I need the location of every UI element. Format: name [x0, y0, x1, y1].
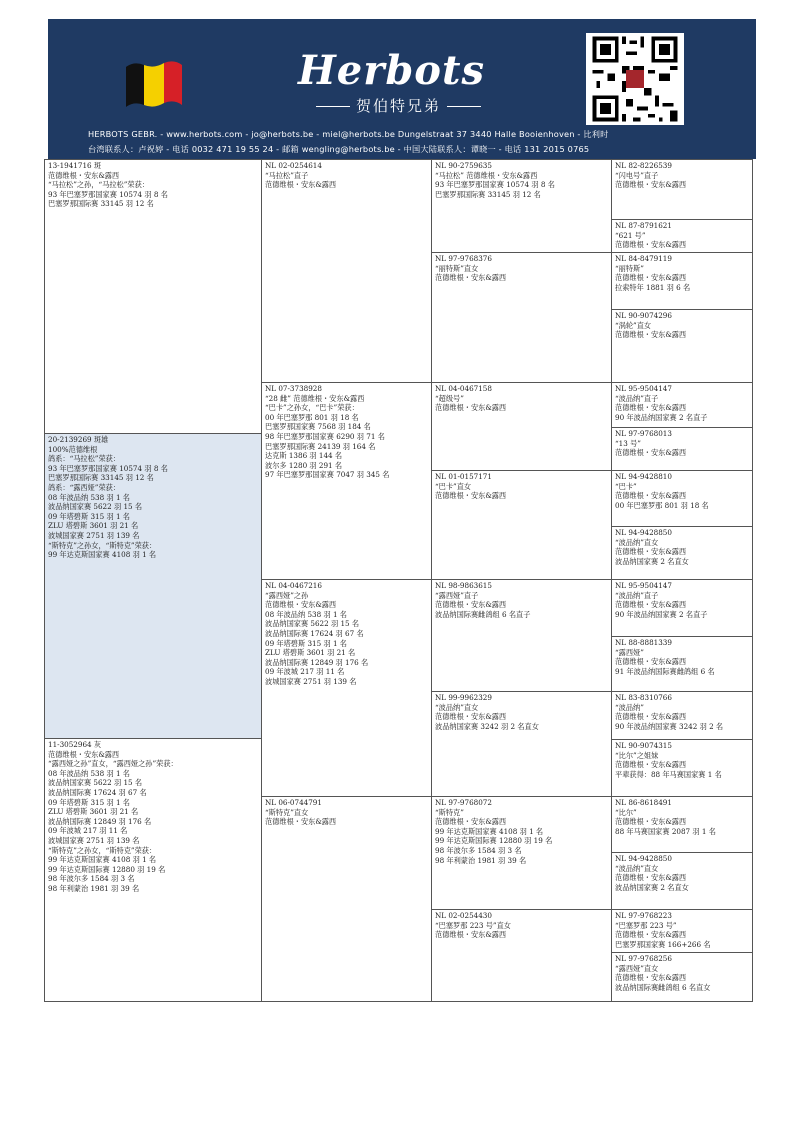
card-line: 93 年巴塞罗那国家赛 10574 羽 8 名	[48, 463, 168, 473]
card-line: “波品纳”直子	[615, 393, 659, 403]
card-line: 范德维根・安东&露西	[615, 448, 687, 458]
ring-number: NL 84-8479119	[615, 254, 672, 263]
card-line: “超级号”	[435, 393, 464, 403]
card-line: 波品纳国家赛 5622 羽 15 名	[265, 619, 360, 629]
card-line: 范德维根・安东&露西	[615, 240, 687, 250]
card-line: 范德维根・安东&露西	[435, 712, 507, 722]
card-line: 波品纳国家赛 3242 羽 2 名直女	[435, 721, 539, 731]
card-line: 93 年巴塞罗那国家赛 10574 羽 8 名	[48, 189, 168, 199]
card-line: “丽特斯”	[615, 263, 644, 273]
card-line: “斯特克”之孙女，“斯特克”荣获：	[48, 540, 157, 550]
card-line: “波品纳”直子	[615, 590, 659, 600]
card-line: 范德维根・安东&露西	[265, 180, 337, 190]
card-line: “28 雌” 范德维根・安东&露西	[265, 393, 365, 403]
ring-number: NL 97-9768376	[435, 254, 492, 263]
card-line: 09 年波城 217 羽 11 名	[265, 667, 345, 677]
card-line: 范德维根・安东&露西	[435, 491, 507, 501]
card-line: 巴塞罗那国际赛 33145 羽 12 名	[435, 189, 541, 199]
ring-number: NL 88-8881339	[615, 638, 672, 647]
ring-number: NL 87-8791621	[615, 221, 672, 230]
ring-number: NL 06-0744791	[265, 798, 322, 807]
card-line: 范德维根・安东&露西	[615, 330, 687, 340]
card-line: 波品纳国际赛雌鸽组 6 名直子	[435, 609, 531, 619]
card-line: “露西娅”之孙	[265, 590, 309, 600]
card-line: 巴塞罗那国际赛 33145 羽 12 名	[48, 199, 154, 209]
card-line: “露西娅”	[615, 647, 644, 657]
card-line: 09 年波城 217 羽 11 名	[48, 826, 128, 836]
brand-logo: Herbots	[298, 47, 485, 94]
card-line: “巴塞罗那 223 号”直女	[435, 920, 511, 930]
pedigree-card-ssd	[431, 252, 612, 383]
card-line: 00 年巴塞罗那 801 羽 18 名	[265, 412, 359, 422]
ring-number: NL 97-9768013	[615, 429, 672, 438]
card-line: 波品纳国际赛 12849 羽 176 名	[48, 816, 152, 826]
ring-number: NL 04-0467158	[435, 384, 492, 393]
card-line: 范德维根・安东&露西	[615, 491, 687, 501]
card-line: 09 年塔碧斯 315 羽 1 名	[265, 638, 347, 648]
pedigree-card-dss	[431, 579, 612, 692]
card-line: “斯特克”直女	[265, 807, 309, 817]
card-line: ZLU 塔碧斯 3601 羽 21 名	[48, 521, 139, 531]
main-bird-card	[44, 433, 262, 739]
pedigree-card-g8	[611, 526, 753, 580]
card-line: 巴塞罗那国家赛 166+266 名	[615, 939, 711, 949]
card-line: 范德维根・安东&露西	[615, 760, 687, 770]
card-line: “斯特克”之孙女，“斯特克”荣获：	[48, 845, 157, 855]
card-line: 97 年巴塞罗那国家赛 7047 羽 345 名	[265, 470, 390, 480]
card-line: 范德维根・安东&露西	[265, 817, 337, 827]
ring-number: NL 90-2759635	[435, 161, 492, 170]
pedigree-card-ds	[261, 579, 432, 797]
card-line: 巴塞罗那国际赛 24139 羽 164 名	[265, 441, 376, 451]
ring-number: NL 97-9768072	[435, 798, 492, 807]
pedigree-card-g5	[611, 382, 753, 428]
card-line: 波品纳国家赛 5622 羽 15 名	[48, 778, 143, 788]
card-line: 99 年达克斯国家赛 4108 羽 1 名	[435, 826, 544, 836]
card-line: 拉索特年 1881 羽 6 名	[615, 282, 691, 292]
card-line: “丽特斯”直女	[435, 263, 479, 273]
card-line: “比尔”	[615, 807, 637, 817]
card-line: 09 年塔碧斯 315 羽 1 名	[48, 797, 130, 807]
card-line: “马拉松” 范德维根・安东&露西	[435, 170, 538, 180]
card-line: “比尔”之姐妹	[615, 750, 659, 760]
card-line: 范德维根・安东&露西	[615, 657, 687, 667]
card-line: 鸽系：“马拉松”荣获：	[48, 454, 121, 464]
card-line: “露西娅之孙”直女，“露西娅之孙”荣获：	[48, 759, 178, 769]
pedigree-card-sds	[431, 382, 612, 471]
card-line: 波品纳国际赛雌鸽组 6 名直女	[615, 982, 711, 992]
ring-number: NL 90-9074315	[615, 741, 672, 750]
card-line: “涡轮”直女	[615, 320, 652, 330]
pedigree-card-g14	[611, 852, 753, 910]
ring-number: NL 95-9504147	[615, 581, 672, 590]
card-line: 08 年波品纳 538 羽 1 名	[48, 492, 130, 502]
card-line: “巴卡”之孙女，“巴卡”荣获：	[265, 403, 359, 413]
card-line: “波品纳”	[615, 702, 644, 712]
card-line: 范德维根・安东&露西	[615, 873, 687, 883]
pedigree-card-g12	[611, 739, 753, 797]
pedigree-card-sss	[431, 159, 612, 253]
contact-line-1: HERBOTS GEBR. - www.herbots.com - jo@herbots.be - miel@herbots.be Dungelstraat 37 3440 Halle Booienhoven - 比利时	[88, 129, 609, 139]
card-line: “巴卡”直女	[435, 481, 472, 491]
ring-number: NL 90-9074296	[615, 311, 672, 320]
card-line: 波品纳国家赛 5622 羽 15 名	[48, 502, 143, 512]
pedigree-card-g13	[611, 796, 753, 853]
pedigree-chart	[44, 159, 752, 1001]
card-line: 98 年利蒙治 1981 羽 39 名	[435, 855, 527, 865]
card-line: 范德维根・安东&露西	[615, 547, 687, 557]
contact-line-2: 台湾联系人：卢祝婷 - 电话 0032 471 19 55 24 - 邮箱 wengling@herbots.be - 中国大陆联系人：谭晓一 - 电话 131 2015 0765	[88, 144, 590, 154]
pedigree-card-ddd	[431, 909, 612, 1002]
card-line: 波城国家赛 2751 羽 139 名	[48, 835, 140, 845]
card-line: “露西娅”直女	[615, 963, 659, 973]
card-line: 范德维根・安东&露西	[615, 817, 687, 827]
card-line: 98 年波尔多 1584 羽 3 名	[48, 874, 135, 884]
ring-number: NL 97-9768256	[615, 954, 672, 963]
card-line: “波品纳”直女	[435, 702, 479, 712]
ring-number: NL 07-3738928	[265, 384, 322, 393]
card-line: 00 年巴塞罗那 801 羽 18 名	[615, 500, 709, 510]
pedigree-card-g4	[611, 309, 753, 383]
card-line: 88 年马赛国家赛 2087 羽 1 名	[615, 826, 716, 836]
pedigree-card-g2	[611, 219, 753, 253]
card-line: “波品纳”直女	[615, 863, 659, 873]
card-line: 范德维根・安东&露西	[48, 170, 120, 180]
pedigree-card-sire	[44, 159, 262, 434]
card-line: “巴卡”	[615, 481, 637, 491]
card-line: 巴塞罗那国际赛 33145 羽 12 名	[48, 473, 154, 483]
ring-number: 13-1941716 斑	[48, 161, 102, 170]
ring-number: NL 98-9863615	[435, 581, 492, 590]
card-line: “马拉松”直子	[265, 170, 309, 180]
card-line: 范德维根・安东&露西	[615, 180, 687, 190]
ring-number: NL 86-8618491	[615, 798, 672, 807]
pedigree-card-sdd	[431, 470, 612, 580]
card-line: 99 年达克斯国家赛 4108 羽 1 名	[48, 855, 157, 865]
qr-code-icon	[586, 33, 684, 125]
card-line: 波品纳国家赛 2 名直女	[615, 882, 689, 892]
pedigree-card-dsd	[431, 691, 612, 797]
card-line: “马拉松”之孙，“马拉松”荣获：	[48, 180, 149, 190]
card-line: 波尔多 1280 羽 291 名	[265, 460, 343, 470]
pedigree-card-g11	[611, 691, 753, 740]
card-line: 98 年波尔多 1584 羽 3 名	[435, 845, 522, 855]
pedigree-card-g6	[611, 427, 753, 471]
pedigree-card-g10	[611, 636, 753, 692]
card-line: 99 年达克斯国际赛 12880 羽 19 名	[435, 836, 553, 846]
card-line: “巴塞罗那 223 号”	[615, 920, 677, 930]
card-line: 93 年巴塞罗那国家赛 10574 羽 8 名	[435, 180, 555, 190]
card-line: 90 年波品纳国家赛 2 名直子	[615, 609, 708, 619]
card-line: 08 年波品纳 538 羽 1 名	[265, 609, 347, 619]
card-line: “斯特克”	[435, 807, 464, 817]
card-line: 波品纳国际赛 17624 羽 67 名	[48, 787, 147, 797]
ring-number: 20-2139269 斑雄	[48, 435, 109, 444]
card-line: 范德维根・安东&露西	[265, 600, 337, 610]
pedigree-card-ss	[261, 159, 432, 383]
card-line: 98 年利蒙治 1981 羽 39 名	[48, 883, 140, 893]
card-line: 范德维根・安东&露西	[48, 749, 120, 759]
card-line: 90 年波品纳国家赛 3242 羽 2 名	[615, 721, 724, 731]
pedigree-card-g7	[611, 470, 753, 527]
ring-number: NL 02-0254430	[435, 911, 492, 920]
ring-number: NL 95-9504147	[615, 384, 672, 393]
card-line: 99 年达克斯国际赛 12880 羽 19 名	[48, 864, 166, 874]
card-line: 范德维根・安东&露西	[435, 930, 507, 940]
card-line: 波城国家赛 2751 羽 139 名	[265, 676, 357, 686]
card-line: 波品纳国际赛 12849 羽 176 名	[265, 657, 369, 667]
ring-number: NL 04-0467216	[265, 581, 322, 590]
card-line: 鸽系：“露西娅”荣获：	[48, 482, 121, 492]
card-line: 09 年塔碧斯 315 羽 1 名	[48, 511, 130, 521]
pedigree-card-dam	[44, 738, 262, 1002]
ring-number: NL 02-0254614	[265, 161, 322, 170]
card-line: “波品纳”直女	[615, 537, 659, 547]
card-line: 范德维根・安东&露西	[435, 600, 507, 610]
card-line: 范德维根・安东&露西	[435, 273, 507, 283]
card-line: 达克斯 1386 羽 144 名	[265, 451, 343, 461]
card-line: “13 号”	[615, 438, 641, 448]
card-line: 范德维根・安东&露西	[435, 817, 507, 827]
belgium-flag-icon	[124, 59, 184, 109]
ring-number: NL 82-8226539	[615, 161, 672, 170]
card-line: 99 年达克斯国家赛 4108 羽 1 名	[48, 550, 157, 560]
header-banner	[48, 19, 756, 159]
ring-number: NL 99-9962329	[435, 693, 492, 702]
card-line: “621 号”	[615, 230, 646, 240]
card-line: 范德维根・安东&露西	[615, 712, 687, 722]
card-line: 巴塞罗那国家赛 7568 羽 184 名	[265, 422, 371, 432]
card-line: 08 年波品纳 538 羽 1 名	[48, 768, 130, 778]
card-line: 98 年巴塞罗那国家赛 6290 羽 71 名	[265, 431, 385, 441]
ring-number: NL 94-9428810	[615, 472, 672, 481]
card-line: 91 年波品纳国际赛雌鸽组 6 名	[615, 666, 715, 676]
ring-number: 11-3052964 灰	[48, 740, 102, 749]
subtitle-text: 贺伯特兄弟	[356, 97, 442, 115]
card-line: 波品纳国家赛 2 名直女	[615, 556, 689, 566]
card-line: 范德维根・安东&露西	[435, 403, 507, 413]
card-line: ZLU 塔碧斯 3601 羽 21 名	[48, 807, 139, 817]
pedigree-card-g15	[611, 909, 753, 953]
card-line: 90 年波品纳国家赛 2 名直子	[615, 412, 708, 422]
ring-number: NL 97-9768223	[615, 911, 672, 920]
card-line: “露西娅”直子	[435, 590, 479, 600]
pedigree-card-g16	[611, 952, 753, 1002]
card-line: 范德维根・安东&露西	[615, 973, 687, 983]
pedigree-card-sd	[261, 382, 432, 580]
card-line: 100%范德维根	[48, 444, 98, 454]
ring-number: NL 94-9428850	[615, 528, 672, 537]
ring-number: NL 01-0157171	[435, 472, 492, 481]
card-line: 范德维根・安东&露西	[615, 273, 687, 283]
ring-number: NL 94-9428850	[615, 854, 672, 863]
card-line: 范德维根・安东&露西	[615, 600, 687, 610]
brand-subtitle	[310, 95, 487, 116]
pedigree-card-g1	[611, 159, 753, 220]
card-line: “闪电号”直子	[615, 170, 659, 180]
card-line: 波品纳国际赛 17624 羽 67 名	[265, 628, 364, 638]
card-line: 波城国家赛 2751 羽 139 名	[48, 530, 140, 540]
pedigree-card-dds	[431, 796, 612, 910]
card-line: 范德维根・安东&露西	[615, 930, 687, 940]
pedigree-card-dd	[261, 796, 432, 1002]
card-line: 平辈获得：88 年马赛国家赛 1 名	[615, 769, 722, 779]
pedigree-card-g9	[611, 579, 753, 637]
card-line: 范德维根・安东&露西	[615, 403, 687, 413]
ring-number: NL 83-8310766	[615, 693, 672, 702]
pedigree-card-g3	[611, 252, 753, 310]
card-line: ZLU 塔碧斯 3601 羽 21 名	[265, 648, 356, 658]
